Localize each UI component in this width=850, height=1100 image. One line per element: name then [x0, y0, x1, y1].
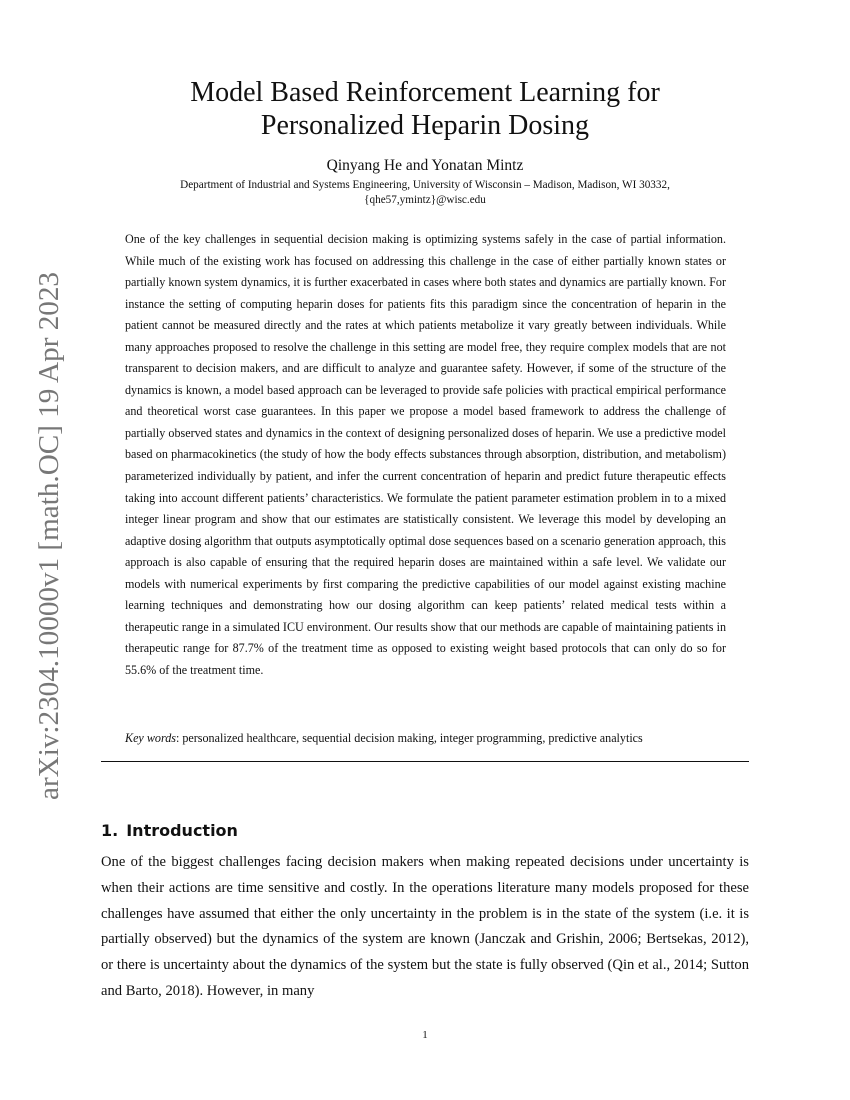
paper-authors: Qinyang He and Yonatan Mintz [326, 157, 524, 174]
abstract-divider [101, 761, 749, 762]
paper-title-line-1: Model Based Reinforcement Learning for [190, 77, 660, 108]
keywords-line [125, 731, 745, 746]
keywords-label: Key words [125, 731, 176, 745]
page-number: 1 [422, 1029, 428, 1041]
arxiv-identifier-text: arXiv:2304.10000v1 [math.OC] 19 Apr 2023 [33, 274, 65, 800]
section-heading-introduction [101, 821, 238, 840]
abstract-text: One of the key challenges in sequential decision making is optimizing systems safely in the case of partial information. While much of the existing work has focused on addressing this challenge in the case of either partially known states or partially known system dynamics, it is further exacerbated in cases where both states and dynamics are partially known. For instance the setting of computing heparin doses for patients fits this paradigm since the concentration of heparin in the patient cannot be measured directly and the rates at which patients metabolize it vary greatly between individuals. While many approaches proposed to resolve the challenge in this setting are model free, they require complex models that are not transparent to decision makers, and are difficult to analyze and guarantee safety. However, if some of the structure of the dynamics is known, a model based approach can be leveraged to provide safe policies with practical empirical performance and theoretical worst case guarantees. In this paper we propose a model based framework to address the challenge of partially observed states and dynamics in the context of designing personalized doses of heparin. We use a predictive model based on pharmacokinetics (the study of how the body effects substances through absorption, distribution, and metabolism) parameterized individually by patient, and infer the current concentration of heparin and predict future therapeutic effects taking into account different patients’ characteristics. We formulate the patient parameter estimation problem in to a mixed integer linear program and show that our estimates are statistically consistent. We leverage this model by developing an adaptive dosing algorithm that outputs asymptotically optimal dose sequences based on a scenario generation approach, this approach is also capable of ensuring that the required heparin doses are maintained within a safe level. We validate our models with numerical experiments by first comparing the predictive capabilities of our model against existing machine learning techniques and demonstrating how our dosing algorithm can keep patients’ related medical tests within a therapeutic range in a simulated ICU environment. Our results show that our methods are capable of maintaining patients in therapeutic range for 87.7% of the treatment time as opposed to existing weight based protocols that can only do so for 55.6% of the treatment time. [125, 232, 726, 677]
arxiv-identifier-stamp [8, 268, 80, 800]
section-number: 1. [101, 821, 119, 840]
keywords-text: personalized healthcare, sequential decision making, integer programming, predictive analytics [182, 731, 643, 745]
author-emails: {qhe57,ymintz}@wisc.edu [364, 194, 486, 206]
affiliation-line: Department of Industrial and Systems Engineering, University of Wisconsin – Madison, Madison, WI 30332, [180, 179, 670, 191]
keywords-separator: : [175, 731, 180, 745]
paper-title [0, 76, 850, 142]
introduction-paragraph: One of the biggest challenges facing decision makers when making repeated decisions under uncertainty is when their actions are time sensitive and costly. In the operations literature many models proposed for these challenges have assumed that either the only uncertainty in the problem is in the state of the system (i.e. it is partially observed) but the dynamics of the system are known (Janczak and Grishin, 2006; Bertsekas, 2012), or there is uncertainty about the dynamics of the system but the state is fully observed (Qin et al., 2014; Sutton and Barto, 2018). However, in many [101, 854, 749, 999]
paper-title-line-2: Personalized Heparin Dosing [260, 110, 590, 141]
author-affiliation [0, 178, 850, 208]
section-title: Introduction [126, 821, 238, 840]
